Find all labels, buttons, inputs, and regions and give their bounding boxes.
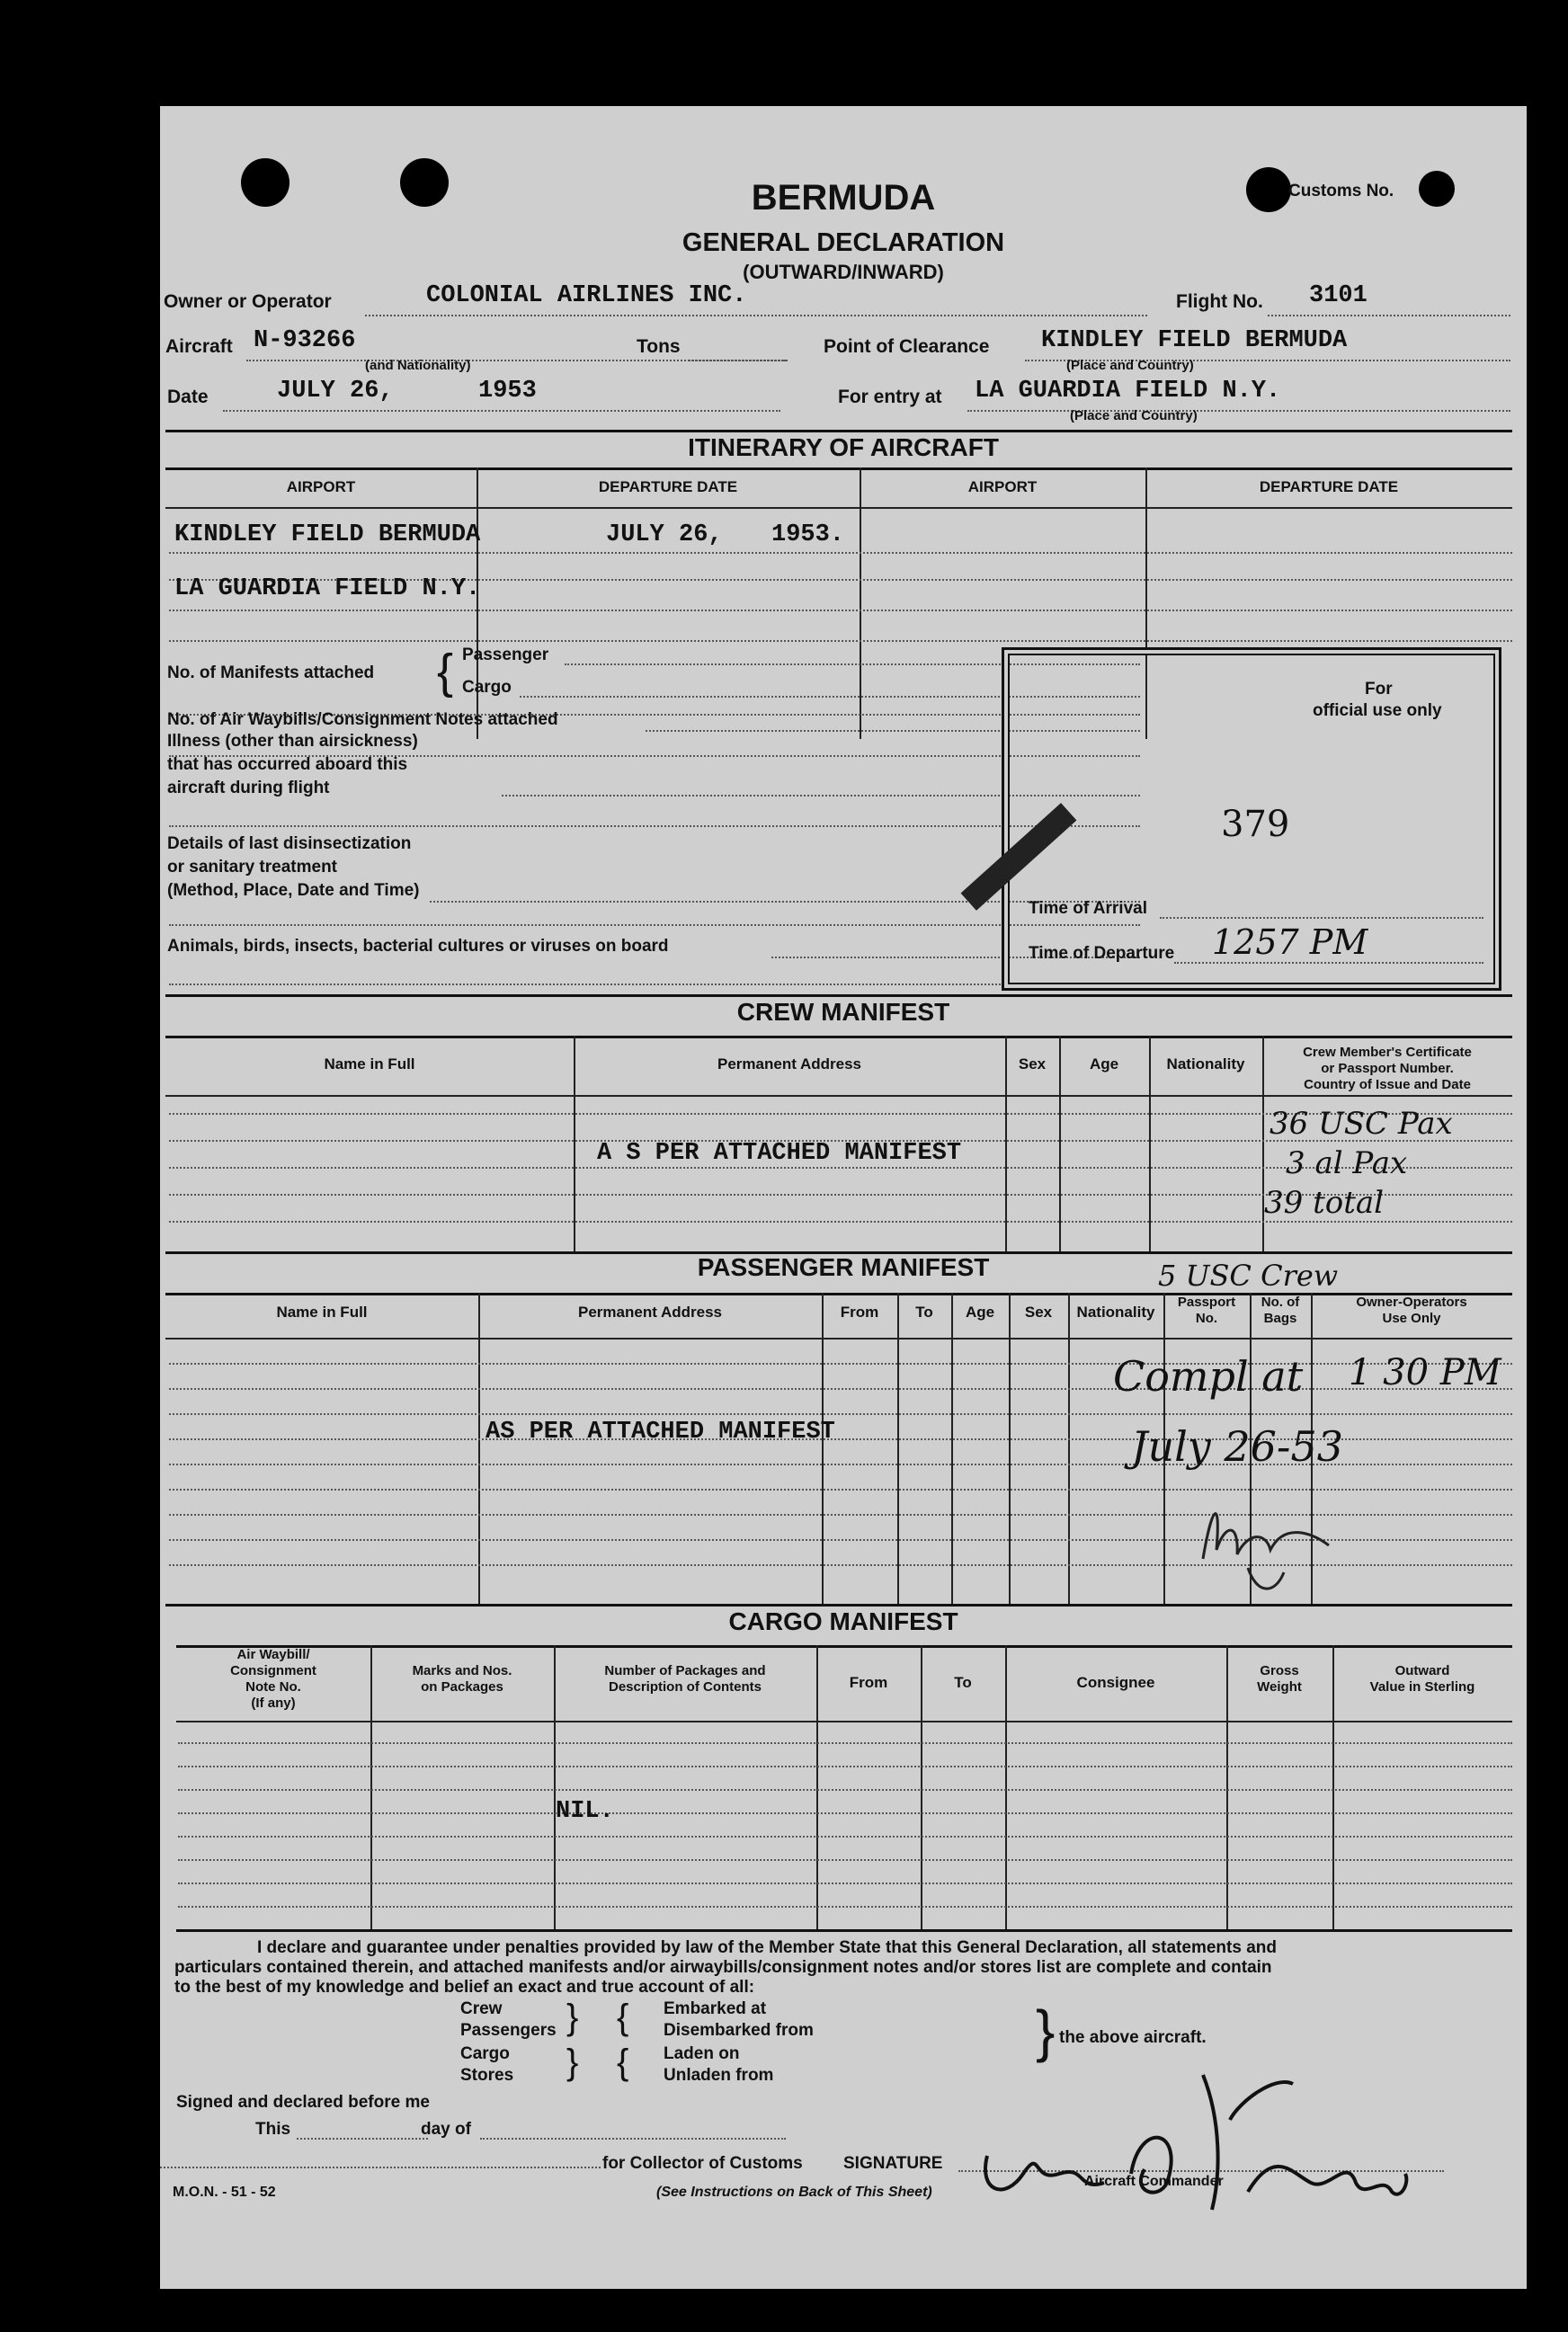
crew-col-cert-3: Country of Issue and Date xyxy=(1304,1077,1471,1092)
cargo-col-gross-2: Weight xyxy=(1257,1679,1302,1695)
illness-line-2: that has occurred aboard this xyxy=(167,755,408,774)
crew-col-cert-2: or Passport Number. xyxy=(1321,1061,1454,1076)
declaration-line-2: particulars contained therein, and attached manifests and/or airwaybills/consignment notes and/or stores list are complete and contain xyxy=(174,1958,1272,1977)
passenger-title: PASSENGER MANIFEST xyxy=(697,1253,990,1281)
declaration-disembarked: Disembarked from xyxy=(664,2021,814,2040)
place-country-note-1: (Place and Country) xyxy=(1066,358,1194,373)
initials-signature xyxy=(1194,1487,1338,1604)
illness-line-1: Illness (other than airsickness) xyxy=(167,732,418,751)
place-country-note-2: (Place and Country) xyxy=(1070,408,1198,423)
official-number: 379 xyxy=(1221,804,1290,845)
entry-value: LA GUARDIA FIELD N.Y. xyxy=(975,378,1281,405)
disinsect-line-3: (Method, Place, Date and Time) xyxy=(167,881,420,900)
itinerary-col-departure-2: DEPARTURE DATE xyxy=(1259,478,1399,495)
disinsect-line-2: or sanitary treatment xyxy=(167,858,338,877)
flight-label: Flight No. xyxy=(1176,291,1263,312)
cargo-col-waybill-2: Consignment xyxy=(230,1663,316,1678)
declaration-passengers: Passengers xyxy=(460,2021,557,2040)
instructions-note: (See Instructions on Back of This Sheet) xyxy=(656,2185,932,2200)
cargo-col-waybill-4: (If any) xyxy=(251,1696,296,1711)
declaration-cargo: Cargo xyxy=(460,2044,510,2063)
commander-signature xyxy=(951,2066,1419,2219)
manifest-passenger-label: Passenger xyxy=(462,645,549,664)
crew-entry: A S PER ATTACHED MANIFEST xyxy=(597,1140,962,1167)
declaration-above-aircraft: the above aircraft. xyxy=(1059,2028,1207,2047)
declaration-crew: Crew xyxy=(460,1999,503,2018)
cargo-col-consignee: Consignee xyxy=(1076,1674,1155,1691)
document-title: BERMUDA xyxy=(751,178,936,218)
crew-note-2: 3 al Pax xyxy=(1286,1145,1408,1181)
passenger-col-age: Age xyxy=(965,1304,995,1321)
crew-col-age: Age xyxy=(1089,1055,1119,1073)
passenger-col-address: Permanent Address xyxy=(578,1304,722,1321)
crew-note-4: 5 USC Crew xyxy=(1158,1259,1339,1293)
itinerary-row1-year: 1953. xyxy=(771,521,845,548)
passenger-col-to: To xyxy=(915,1304,933,1321)
manifests-label: No. of Manifests attached xyxy=(167,663,375,682)
cargo-col-waybill-3: Note No. xyxy=(245,1679,301,1695)
arrival-label: Time of Arrival xyxy=(1029,899,1147,918)
flight-value: 3101 xyxy=(1309,282,1368,309)
passenger-col-name: Name in Full xyxy=(276,1304,368,1321)
cargo-col-packages-1: Number of Packages and xyxy=(604,1663,766,1678)
declaration-embarked: Embarked at xyxy=(664,1999,767,2018)
animals-label: Animals, birds, insects, bacterial cultures or viruses on board xyxy=(167,937,669,956)
cargo-col-packages-2: Description of Contents xyxy=(608,1679,762,1695)
cargo-title: CARGO MANIFEST xyxy=(728,1607,958,1635)
manifest-cargo-label: Cargo xyxy=(462,678,512,697)
cargo-col-marks-1: Marks and Nos. xyxy=(412,1663,512,1678)
customs-no-label: Customs No. xyxy=(1288,182,1394,200)
entry-label: For entry at xyxy=(838,387,942,407)
declaration-line-3: to the best of my knowledge and belief an exact and true account of all: xyxy=(174,1978,755,1997)
date-year: 1953 xyxy=(478,378,537,405)
form-number: M.O.N. - 51 - 52 xyxy=(173,2185,276,2200)
passenger-note-3: July 26-53 xyxy=(1131,1422,1343,1471)
declaration-line-1: I declare and guarantee under penalties provided by law of the Member State that this General Declaration, all statements and xyxy=(257,1938,1277,1957)
document-subtitle: GENERAL DECLARATION xyxy=(682,228,1005,257)
passenger-col-bags-1: No. of xyxy=(1261,1295,1300,1310)
itinerary-row2-airport: LA GUARDIA FIELD N.Y. xyxy=(174,575,481,602)
aircraft-value: N-93266 xyxy=(254,327,356,354)
tons-label: Tons xyxy=(637,336,681,357)
cargo-col-from: From xyxy=(849,1674,888,1691)
itinerary-row1-airport: KINDLEY FIELD BERMUDA xyxy=(174,521,481,548)
passenger-col-owner-2: Use Only xyxy=(1382,1311,1441,1326)
aircraft-label: Aircraft xyxy=(165,336,233,357)
cargo-col-to: To xyxy=(954,1674,972,1691)
itinerary-row1-date: JULY 26, xyxy=(606,521,723,548)
departure-value: 1257 PM xyxy=(1212,922,1368,962)
document-subtitle-2: (OUTWARD/INWARD) xyxy=(743,261,944,283)
declaration-signature-label: SIGNATURE xyxy=(843,2154,943,2173)
declaration-stores: Stores xyxy=(460,2066,514,2085)
crew-col-nationality: Nationality xyxy=(1166,1055,1245,1073)
passenger-col-from: From xyxy=(840,1304,879,1321)
passenger-col-sex: Sex xyxy=(1024,1304,1053,1321)
waybills-label: No. of Air Waybills/Consignment Notes attached xyxy=(167,710,558,729)
passenger-entry: AS PER ATTACHED MANIFEST xyxy=(486,1419,835,1446)
passenger-col-owner-1: Owner-Operators xyxy=(1356,1295,1467,1310)
clearance-value: KINDLEY FIELD BERMUDA xyxy=(1041,327,1348,354)
cargo-col-gross-1: Gross xyxy=(1260,1663,1299,1678)
itinerary-col-airport-2: AIRPORT xyxy=(967,478,1038,495)
passenger-note-1: Compl at xyxy=(1113,1352,1304,1401)
declaration-unladen: Unladen from xyxy=(664,2066,774,2085)
nationality-note: (and Nationality) xyxy=(365,358,471,373)
declaration-collector: for Collector of Customs xyxy=(602,2154,803,2173)
passenger-col-passport-2: No. xyxy=(1195,1311,1218,1326)
document-page: BERMUDA GENERAL DECLARATION (OUTWARD/INWARD) Customs No. Owner or Operator COLONIAL AIRLINES INC. Flight No. 3101 Aircraft N-93266 (and Nationality) Tons Point of Clearance KINDLEY FIELD BERMUDA (Place and Country) Date JULY 26, 1953 For entry at LA GUARDIA FIELD N.Y. (Place and Country) ITINERARY OF AIRCRAFT AIRPORT DEPARTURE DATE AIRPORT DEPARTURE DATE KINDLEY FIELD BERMUDA JULY 26, 1953. LA GUARDIA FIELD N.Y. No. of Manifests attached { Passenger Cargo No. of Air Waybills/Consignment Notes attached Illness (other than airsickness) that has occurred aboard this aircraft during flight Details of last disinsectization or sanitary treatment (Method, Place, Date and Time) Animals, birds, insects, bacterial cultures or viruses on board For official use only 379 Time of Arrival Time of Departure 1257 PM CREW MANIFEST Name in Full Permanent Address Sex Age Nationality Crew Member's Certificate or Passport Number. Country of Issue and Date A S PER ATTACHED MANIFEST 36 USC Pax 3 al Pax 39 total PASSENGER MANIFEST 5 USC Crew Name in Full Permanent Address From To Age Sex Nationality Passport No. No. of Bags Owner-Operators Use Only AS PER ATTACHED MANIFEST Compl at 1 30 PM July 26-53 CARGO MANIFEST Air Waybill/ Consignment Note No. (If any) Marks and Nos. on Packages Number of Packages and Description of Contents From To Consignee Gross Weight Outward Value in Sterling NIL. I declare and guarantee under penalties provided by law of the Member State that this General Declaration, all statements and particulars contained therein, and attached manifests and/or airwaybills/consignment notes and/or stores list are complete and contain to the best of my knowledge and belief an exact and true account of all: Crew Passengers } Cargo Stores } { { Embarked at Disembarked from Laden on Unladen from } the above aircraft. Signed and declared before me This day of for Collector of Customs SIGNATURE Aircraft Commander M.O.N. - 51 - 52 (See Instructions on Back of This Sheet) xyxy=(160,106,1527,2289)
crew-note-3: 39 total xyxy=(1264,1185,1385,1221)
itinerary-col-airport-1: AIRPORT xyxy=(286,478,356,495)
crew-col-address: Permanent Address xyxy=(717,1055,861,1073)
declaration-this: This xyxy=(255,2120,291,2139)
clearance-label: Point of Clearance xyxy=(824,336,990,357)
itinerary-col-departure-1: DEPARTURE DATE xyxy=(598,478,738,495)
passenger-col-bags-2: Bags xyxy=(1263,1311,1297,1326)
owner-value: COLONIAL AIRLINES INC. xyxy=(426,282,747,309)
crew-col-name: Name in Full xyxy=(324,1055,415,1073)
official-use-label: official use only xyxy=(1313,701,1442,720)
crew-title: CREW MANIFEST xyxy=(736,998,950,1026)
declaration-day-of: day of xyxy=(421,2120,471,2139)
official-for-label: For xyxy=(1365,680,1393,699)
cargo-col-waybill-1: Air Waybill/ xyxy=(236,1647,310,1662)
declaration-commander: Aircraft Commander xyxy=(1084,2174,1224,2189)
date-value: JULY 26, xyxy=(277,378,394,405)
declaration-signed: Signed and declared before me xyxy=(176,2093,430,2112)
disinsect-line-1: Details of last disinsectization xyxy=(167,834,412,853)
cargo-col-outward-2: Value in Sterling xyxy=(1369,1679,1475,1695)
passenger-col-nationality: Nationality xyxy=(1076,1304,1155,1321)
cargo-col-outward-1: Outward xyxy=(1394,1663,1450,1678)
date-label: Date xyxy=(167,387,209,407)
passenger-col-passport-1: Passport xyxy=(1177,1295,1236,1310)
crew-note-1: 36 USC Pax xyxy=(1270,1106,1453,1142)
cargo-col-marks-2: on Packages xyxy=(421,1679,503,1695)
declaration-laden: Laden on xyxy=(664,2044,740,2063)
passenger-note-2: 1 30 PM xyxy=(1349,1352,1501,1393)
departure-label: Time of Departure xyxy=(1029,944,1175,963)
cargo-entry: NIL. xyxy=(556,1798,614,1825)
crew-col-sex: Sex xyxy=(1018,1055,1047,1073)
illness-line-3: aircraft during flight xyxy=(167,779,330,797)
itinerary-title: ITINERARY OF AIRCRAFT xyxy=(688,433,999,461)
owner-label: Owner or Operator xyxy=(164,291,332,312)
crew-col-cert-1: Crew Member's Certificate xyxy=(1303,1045,1472,1060)
